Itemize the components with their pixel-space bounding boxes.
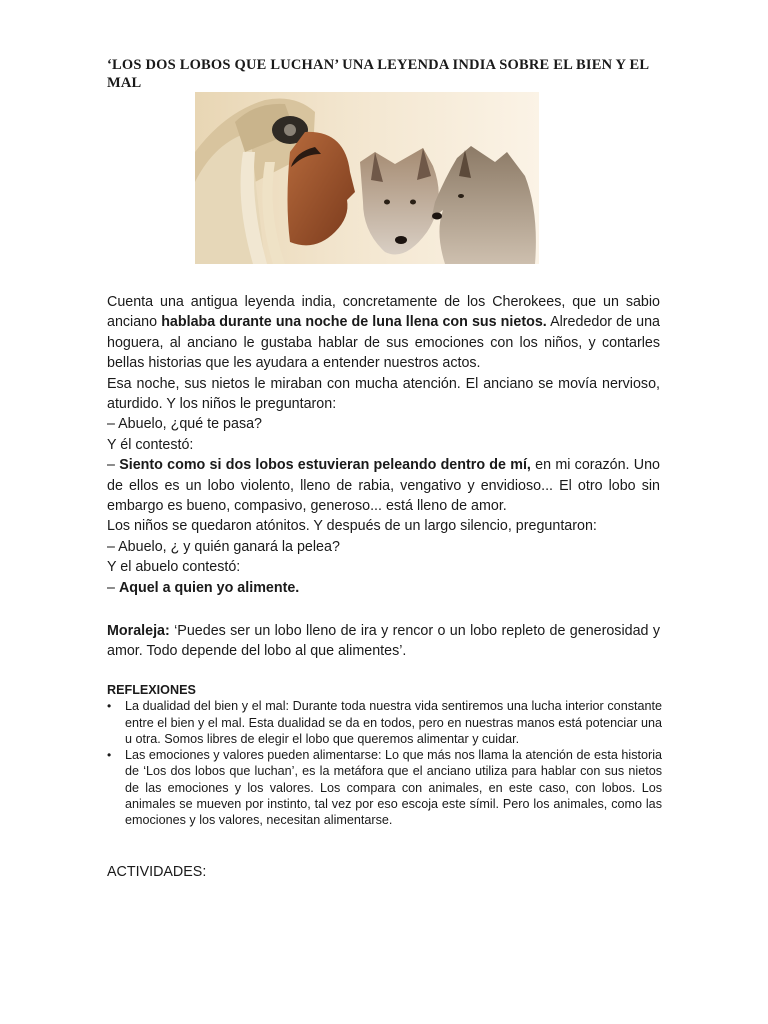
bullet-icon: • <box>107 748 112 763</box>
list-item: • La dualidad del bien y el mal: Durante toda nuestra vida sentiremos una lucha interior constante entre el bien y el mal. Esta dualidad se da en todos, pero en nuestras manos está potenciar una u otra. Somos libres de elegir el lobo que queremos alimentar y cuidar. <box>107 699 662 746</box>
dialogue-line-2: Y él contestó: <box>107 436 194 453</box>
moral-text: ‘Puedes ser un lobo lleno de ira y rencor o un lobo repleto de generosidad y amor. Todo depende del lobo al que alimentes’. <box>107 623 660 660</box>
bullet-icon: • <box>107 699 112 714</box>
dialogue-line-1: – Abuelo, ¿qué te pasa? <box>107 416 263 433</box>
chief-and-two-wolves-image <box>195 92 539 264</box>
story-text <box>107 292 660 598</box>
story-paragraph-3: Los niños se quedaron atónitos. Y después de un largo silencio, preguntaron: <box>107 518 597 535</box>
story-paragraph-2: Esa noche, sus nietos le miraban con mucha atención. El anciano se movía nervioso, aturdido. Y los niños le preguntaron: <box>107 375 660 413</box>
dialogue-line-4: – Abuelo, ¿ y quién ganará la pelea? <box>107 538 340 555</box>
dialogue-line-5: Y el abuelo contestó: <box>107 559 241 576</box>
moral-label: Moraleja: <box>107 623 170 639</box>
moral-paragraph <box>107 621 660 662</box>
reflections-section <box>107 682 662 829</box>
dialogue-line-6: – Aquel a quien yo alimente. <box>107 579 300 596</box>
reflections-list <box>107 698 662 828</box>
list-item: • Las emociones y valores pueden alimentarse: Lo que más nos llama la atención de esta historia de ‘Los dos lobos que luchan’, es la metáfora que el anciano utiliza para hablar con sus nietos de las emociones y los valores. Los compara con animales, en este caso, con lobos. Los animales se mueven por instinto, tal vez por eso escoja este símil. Pero los animales, como las emociones y los valores, necesitan alimentarse. <box>107 748 662 828</box>
reflections-heading: REFLEXIONES <box>107 683 196 697</box>
activities-heading: ACTIVIDADES: <box>107 864 207 880</box>
document-title: ‘LOS DOS LOBOS QUE LUCHAN’ UNA LEYENDA INDIA SOBRE EL BIEN Y EL MAL <box>107 57 649 91</box>
story-paragraph-1: Cuenta una antigua leyenda india, concretamente de los Cherokees, que un sabio anciano hablaba durante una noche de luna llena con sus nietos. Alrededor de una hoguera, al anciano le gustaba hablar de sus emociones con los niños, y contarles bellas historias que les ayudara a entender nuestros actos. <box>107 294 660 372</box>
dialogue-line-3: – Siento como si dos lobos estuvieran peleando dentro de mí, en mi corazón. Uno de ellos es un lobo violento, lleno de rabia, vengativo y envidioso... El otro lobo sin embargo es bueno, compasivo, generoso... está lleno de amor. <box>107 457 660 515</box>
